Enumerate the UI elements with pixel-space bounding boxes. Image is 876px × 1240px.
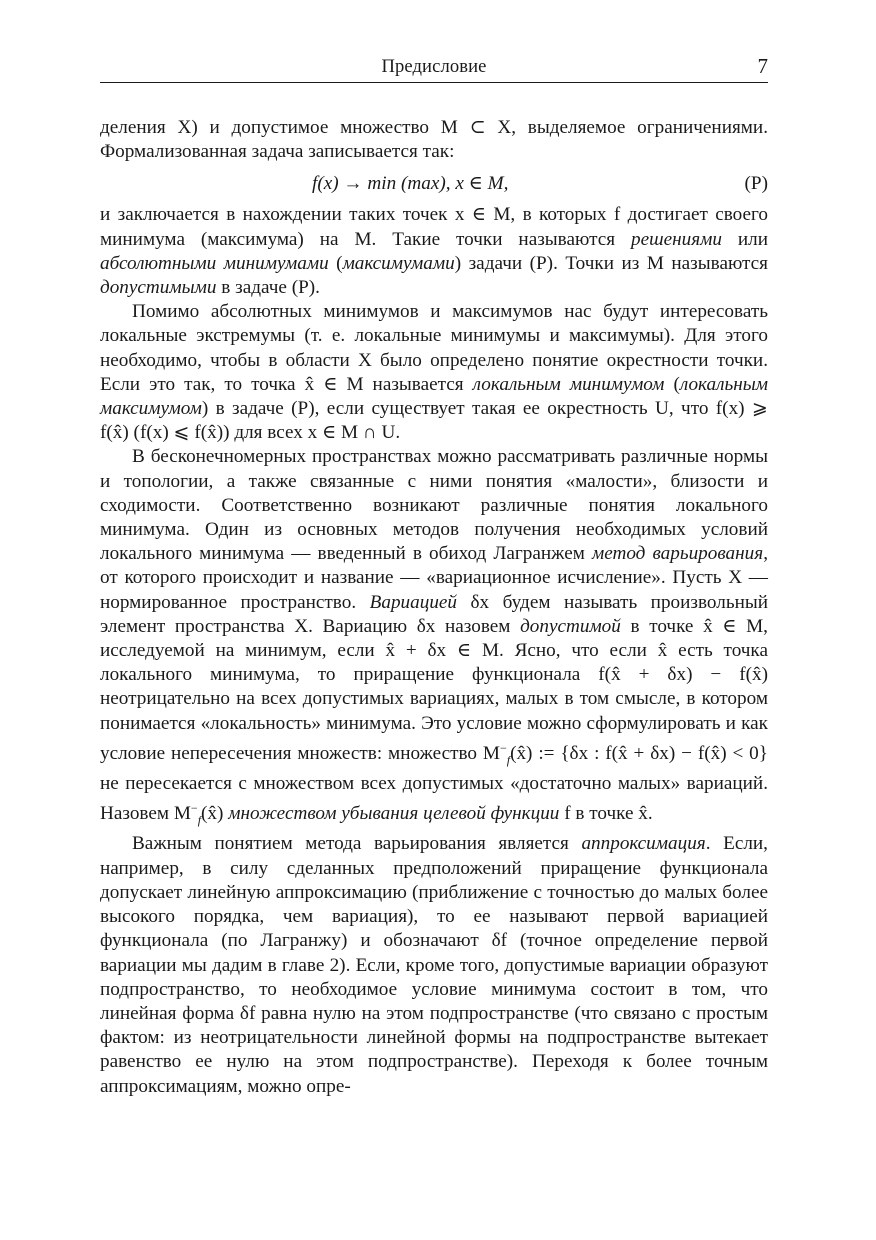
display-formula [100,165,768,203]
text-run: в задаче (P). [216,277,320,299]
superscript-minus: − [499,740,507,755]
term-emphasis: локальным минимумом [472,373,665,395]
term-emphasis: абсолютными минимумами [100,252,329,274]
text-run: (x̂) [201,803,229,825]
running-header [100,56,768,83]
text-run: В бесконечномерных пространствах можно рассматривать различные нормы и топологии, а также связанные с ними понятия «малости», близости и сходимости. Соответственно возникают различные понятия локального минимума. Один из основных методов получения необходимых условий локального минимума — введенный в обиход Лагранжем [100,446,768,565]
book-page [100,0,768,1240]
chapter-title: Предисловие [381,56,487,77]
text-run: ( [664,373,680,395]
text-run: . Если, например, в силу сделанных предположений приращение функционала допускает линейную аппроксимацию (приближение с точностью до малых более высокого порядка, чем вариация), то ее называют первой вариацией функционала (по Лагранжу) и обозначают δf (точное определение первой вариации мы дадим в главе 2). Если, кроме того, допустимые вариации образуют подпространство, то необходимое условие минимума состоит в том, что линейная форма δf равна нулю на этом подпространстве (что связано с простым фактом: из неотрицательности линейной формы на подпространстве вытекает равенство ее нулю на этом подпространстве). Переходя к более точным аппроксимациям, можно опре- [100,833,768,1097]
text-run: , от которого происходит и название — «вариационное исчисление». Пусть X — нормированное пространство. [100,543,768,613]
term-emphasis: локальным максимумом [100,373,768,420]
text-run: Важным понятием метода варьирования является [132,833,582,855]
text-run: ) задачи (P). Точки из M называются [454,252,768,274]
text-run: δx будем называть произвольный элемент пространства X. Вариацию δx назовем [100,591,769,637]
subscript-f: f [506,752,511,767]
page-number: 7 [757,54,768,78]
paragraph-local-extrema [100,300,768,445]
paragraph-problem-solutions [100,203,768,300]
text-run: в точке x̂ ∈ M, исследуемой на минимум, если x̂ + δx ∈ M. Ясно, что если x̂ есть точка локального минимума, то приращение функционала f(x̂ + δx) − f(x̂) неотрицательно на всех допустимых вариациях, малых в том смысле, в котором понимается «локальность» минимума. Это условие можно сформулировать и как условие непересечения множеств: множество M [100,615,768,764]
paragraph-variations [100,445,768,832]
paragraph-approximation [100,832,768,1098]
superscript-minus: − [190,801,198,816]
formula-expression: f(x) → min (max), x ∈ M, [312,173,509,195]
term-emphasis: максимумами [342,252,455,274]
text-run: и заключается в нахождении таких точек x ∈ M, в которых f достигает своего минимума (максимума) на M. Такие точки называются [100,204,768,250]
term-emphasis: Вариацией [369,591,458,613]
text-run: (x̂) := {δx : f(x̂ + δx) − f(x̂) < 0} не пересекается с множеством всех допустимых «достаточно малых» вариаций. Назовем M [100,742,768,825]
term-emphasis: допустимыми [100,277,217,299]
page-body [100,116,768,1099]
text-run: ) в задаче (P), если существует такая ее окрестность U, что f(x) ⩾ f(x̂) (f(x) ⩽ f(x̂)) для всех x ∈ M ∩ U. [100,398,768,444]
text-run: или [721,228,768,250]
term-emphasis: решениями [630,228,722,250]
paragraph-continuation: деления X) и допустимое множество M ⊂ X, выделяемое ограничениями. Формализованная задача записывается так: [100,117,768,163]
term-emphasis: метод варьирования [591,543,764,565]
text-run: Помимо абсолютных минимумов и максимумов нас будут интересовать локальные экстремумы (т. е. локальные минимумы и максимумы). Для этого необходимо, чтобы в области X было определено понятие окрестности точки. Если это так, то точка x̂ ∈ M называется [100,301,768,395]
text-run: f в точке x̂. [559,803,653,825]
text-run: ( [328,252,343,274]
term-emphasis: аппроксимация [581,833,706,855]
subscript-f: f [197,813,202,828]
formula-tag: (P) [744,173,768,195]
term-emphasis: множеством убывания целевой функции [228,803,560,825]
term-emphasis: допустимой [520,615,621,637]
